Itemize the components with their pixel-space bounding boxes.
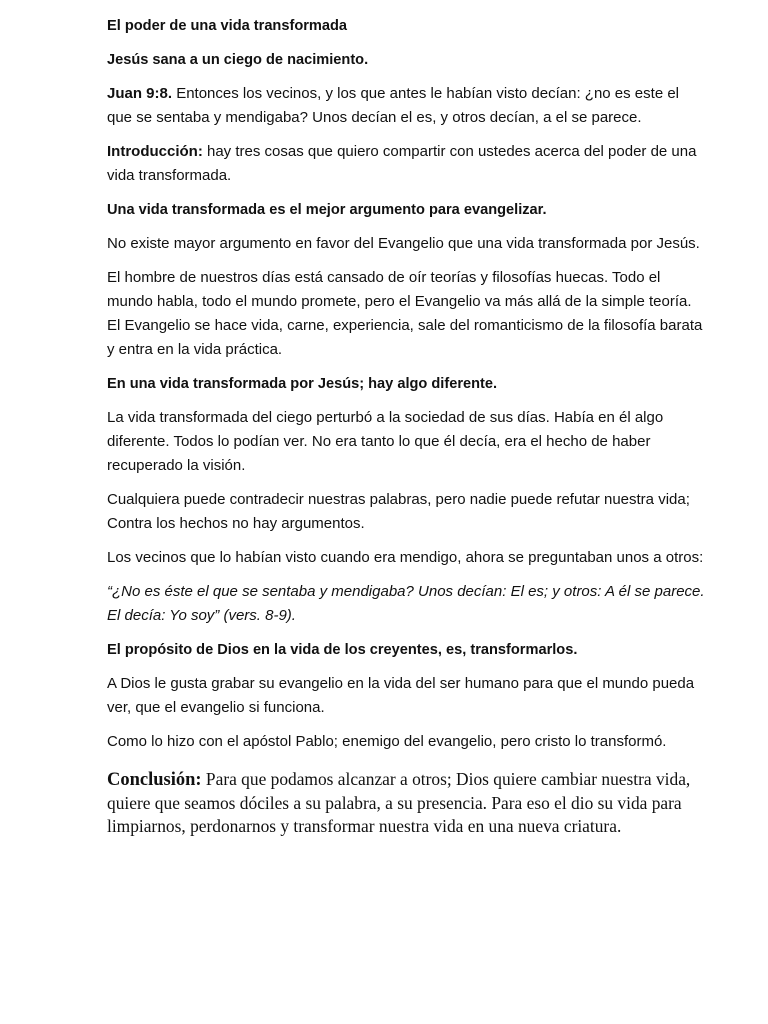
conclusion-text: Para que podamos alcanzar a otros; Dios quiere cambiar nuestra vida, quiere que seamos dóciles a su palabra, a su presencia. Para eso el dio su vida para limpiarnos, perdonarnos y transformar nuestra vida en una nueva criatura.: [107, 769, 691, 836]
section-heading-1: Una vida transformada es el mejor argumento para evangelizar.: [107, 202, 547, 218]
section1-paragraph-2: El hombre de nuestros días está cansado de oír teorías y filosofías huecas. Todo el mundo habla, todo el mundo promete, pero el Evangelio va más allá de la simple teoría. El Evangelio se hace vida, carne, experiencia, sale del romanticismo de la filosofía barata y entra en la vida práctica.: [107, 269, 703, 358]
intro-text: hay tres cosas que quiero compartir con ustedes acerca del poder de una vida transformada.: [107, 143, 697, 184]
document-title: El poder de una vida transformada: [107, 18, 348, 34]
document-body: [107, 14, 707, 848]
intro-label: Introducción:: [107, 143, 203, 160]
section2-paragraph-1: La vida transformada del ciego perturbó a la sociedad de sus días. Había en él algo diferente. Todos lo podían ver. No era tanto lo que él decía, era el hecho de haber recuperado la visión.: [107, 409, 664, 474]
section1-paragraph-1: No existe mayor argumento en favor del Evangelio que una vida transformada por Jesús.: [107, 235, 700, 252]
scripture-quote: “¿No es éste el que se sentaba y mendigaba? Unos decían: El es; y otros: A él se parece. El decía: Yo soy” (vers. 8-9).: [107, 583, 705, 624]
verse-paragraph: [107, 82, 707, 130]
verse-text: Entonces los vecinos, y los que antes le habían visto decían: ¿no es este el que se sentaba y mendigaba? Unos decían el es, y otros decían, a el se parece.: [107, 85, 679, 126]
section3-paragraph-1: A Dios le gusta grabar su evangelio en la vida del ser humano para que el mundo pueda ver, que el evangelio si funciona.: [107, 675, 695, 716]
conclusion-paragraph: [107, 768, 707, 838]
section-heading-2: En una vida transformada por Jesús; hay algo diferente.: [107, 376, 498, 392]
intro-paragraph: [107, 140, 707, 188]
section2-paragraph-3: Los vecinos que lo habían visto cuando era mendigo, ahora se preguntaban unos a otros:: [107, 549, 704, 566]
conclusion-label: Conclusión:: [107, 770, 202, 790]
section2-paragraph-2: Cualquiera puede contradecir nuestras palabras, pero nadie puede refutar nuestra vida; Contra los hechos no hay argumentos.: [107, 491, 690, 532]
document-subtitle: Jesús sana a un ciego de nacimiento.: [107, 52, 369, 68]
verse-reference: Juan 9:8.: [107, 85, 173, 102]
section-heading-3: El propósito de Dios en la vida de los creyentes, es, transformarlos.: [107, 642, 578, 658]
section3-paragraph-2: Como lo hizo con el apóstol Pablo; enemigo del evangelio, pero cristo lo transformó.: [107, 733, 667, 750]
